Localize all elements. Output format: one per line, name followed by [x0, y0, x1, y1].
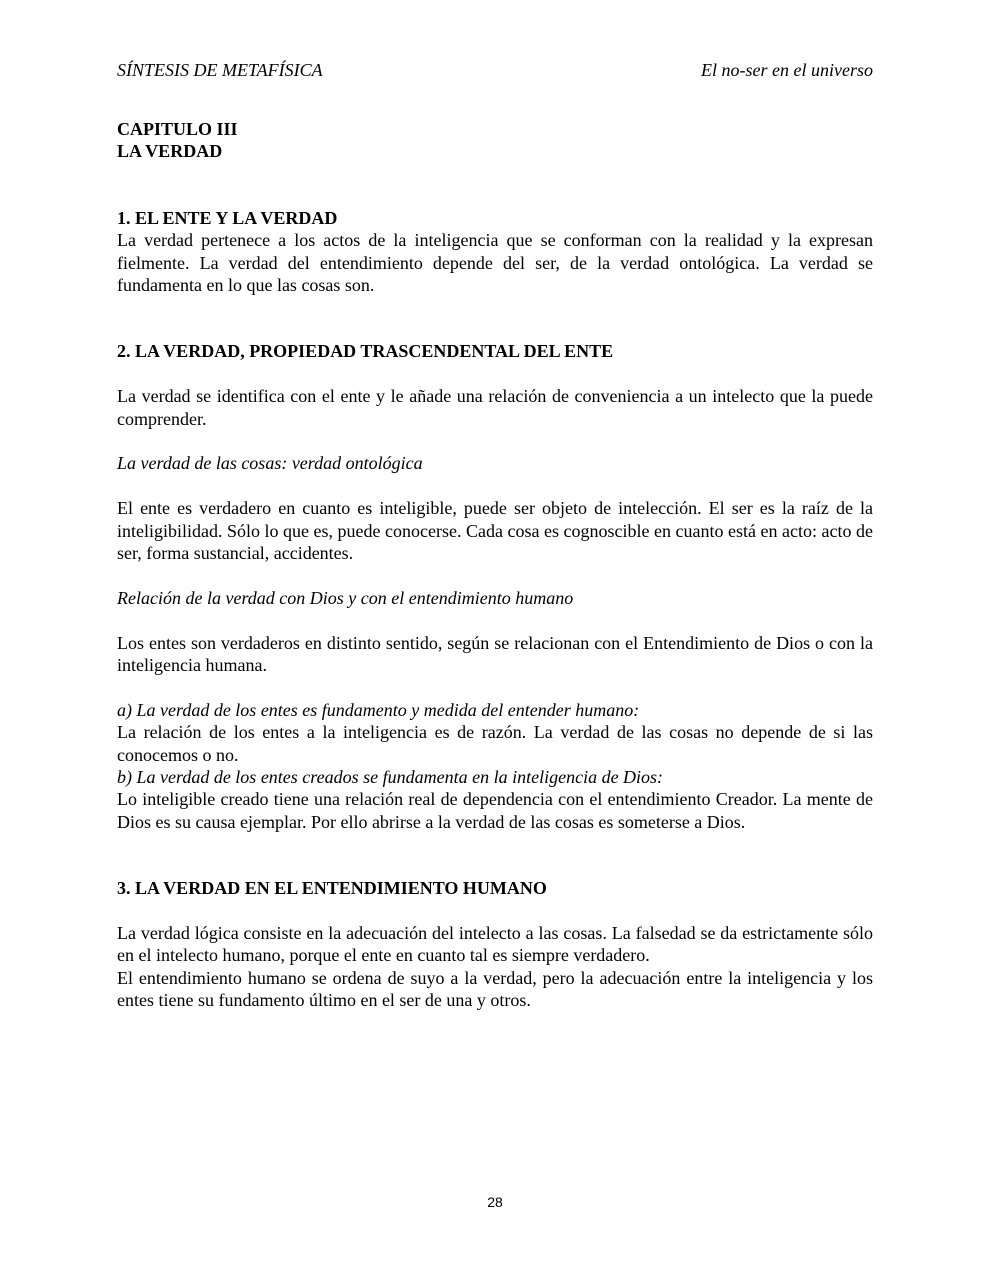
paragraph: La verdad pertenece a los actos de la inteligencia que se conforman con la realidad y la expresan fielmente. La verdad del entendimiento depende del ser, de la verdad ontológica. La verdad se fundamenta en lo que las cosas son. [117, 230, 873, 296]
subheading: Relación de la verdad con Dios y con el entendimiento humano [117, 587, 574, 608]
section-heading: 3. LA VERDAD EN EL ENTENDIMIENTO HUMANO [117, 878, 547, 899]
paragraph: Lo inteligible creado tiene una relación real de dependencia con el entendimiento Creador. La mente de Dios es su causa ejemplar. Por ello abrirse a la verdad de las cosas es someterse a Dios. [117, 789, 873, 832]
list-item-label: a) La verdad de los entes es fundamento y medida del entender humano: [117, 699, 640, 720]
page-body [117, 118, 873, 1012]
list-item-label: b) La verdad de los entes creados se fundamenta en la inteligencia de Dios: [117, 767, 664, 788]
paragraph: Los entes son verdaderos en distinto sentido, según se relacionan con el Entendimiento de Dios o con la inteligencia humana. [117, 632, 873, 676]
paragraph: La verdad lógica consiste en la adecuación del intelecto a las cosas. La falsedad se da estrictamente sólo en el intelecto humano, porque el ente en cuanto tal es siempre verdadero. [117, 923, 873, 966]
subheading: La verdad de las cosas: verdad ontológica [117, 453, 423, 474]
paragraph: El ente es verdadero en cuanto es inteligible, puede ser objeto de intelección. El ser es la raíz de la inteligibilidad. Sólo lo que es, puede conocerse. Cada cosa es cognoscible en cuanto está en acto: acto de ser, forma sustancial, accidentes. [117, 498, 873, 564]
paragraph: El entendimiento humano se ordena de suyo a la verdad, pero la adecuación entre la inteligencia y los entes tiene su fundamento último en el ser de una y otros. [117, 967, 873, 1011]
chapter-title: LA VERDAD [117, 141, 223, 162]
paragraph: La verdad se identifica con el ente y le añade una relación de conveniencia a un intelecto que la puede comprender. [117, 386, 873, 429]
running-header [117, 58, 873, 82]
chapter-number: CAPITULO III [117, 119, 238, 139]
section-heading: 2. LA VERDAD, PROPIEDAD TRASCENDENTAL DEL ENTE [117, 341, 614, 362]
header-part-title: El no-ser en el universo [701, 60, 873, 80]
page-number: 28 [487, 1194, 503, 1210]
section-heading: 1. EL ENTE Y LA VERDAD [117, 207, 338, 228]
header-book-title: SÍNTESIS DE METAFÍSICA [117, 60, 323, 80]
paragraph: La relación de los entes a la inteligencia es de razón. La verdad de las cosas no depende de si las conocemos o no. [117, 722, 873, 765]
